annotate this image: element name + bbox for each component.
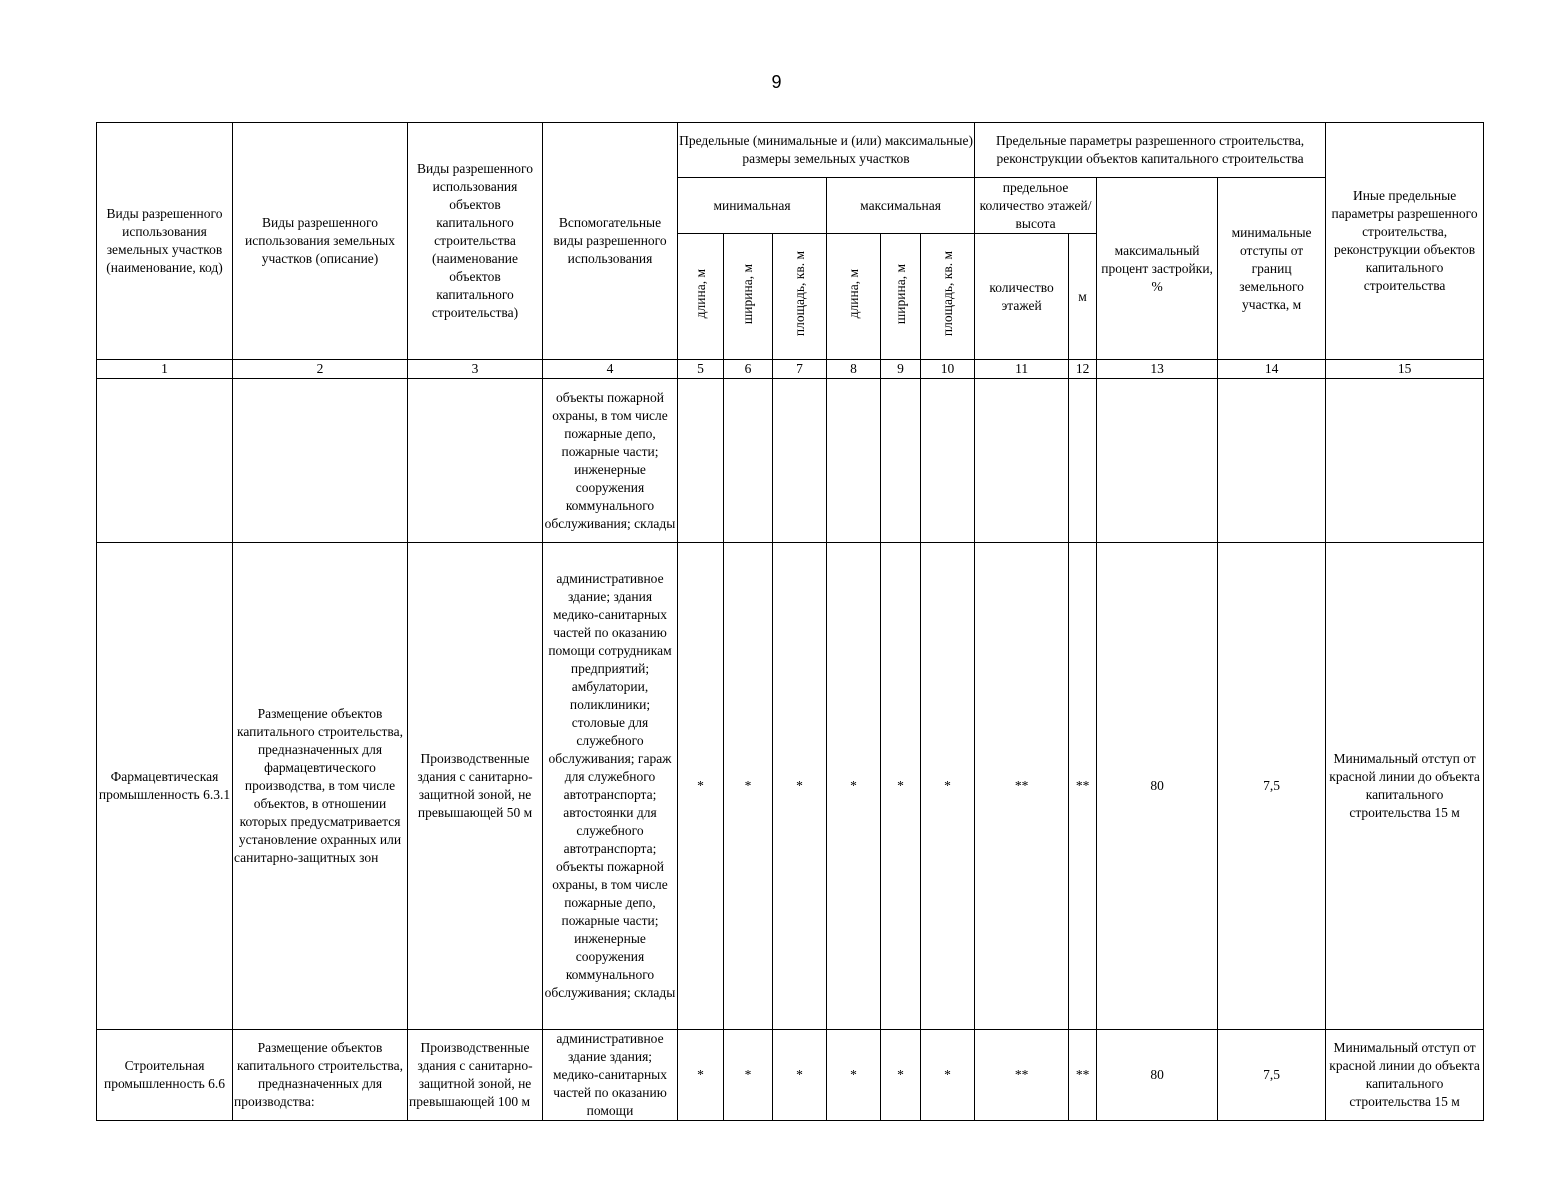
column-number: 12: [1069, 360, 1097, 379]
page-number: 9: [771, 72, 782, 92]
cell-min-setback: [1218, 379, 1326, 543]
header-max-build-percent: максимальный процент застройки, %: [1097, 178, 1218, 360]
column-number: 1: [97, 360, 233, 379]
cell-other-params: Минимальный отступ от красной линии до объекта капитального строительства 15 м: [1326, 1030, 1484, 1121]
cell-other-params: Минимальный отступ от красной линии до объекта капитального строительства 15 м: [1326, 543, 1484, 1030]
cell-max-length: *: [827, 543, 881, 1030]
land-use-regulations-table: [96, 122, 1484, 1121]
header-min-width: ширина, м: [724, 234, 773, 360]
cell-floors-count: **: [975, 1030, 1069, 1121]
header-minimal: минимальная: [678, 178, 827, 234]
column-number: 7: [773, 360, 827, 379]
cell-land-use-description: Размещение объектов капитального строительства, предназначенных для производства:: [233, 1030, 408, 1121]
column-number: 10: [921, 360, 975, 379]
cell-meters: [1069, 379, 1097, 543]
cell-land-use-description: Размещение объектов капитального строительства, предназначенных для фармацевтического производства, в том числе объектов, в отношении которых предусматривается установление охранных или санитарно-защитных зон: [233, 543, 408, 1030]
header-auxiliary-use: Вспомогательные виды разрешенного использования: [543, 123, 678, 360]
cell-max-width: *: [881, 1030, 921, 1121]
cell-land-use-code: Строительная промышленность 6.6: [97, 1030, 233, 1121]
cell-min-area: *: [773, 543, 827, 1030]
cell-min-length: [678, 379, 724, 543]
header-max-area: площадь, кв. м: [921, 234, 975, 360]
cell-max-build-percent: [1097, 379, 1218, 543]
cell-building-use: Производственные здания с санитарно-защитной зоной, не превышающей 100 м: [408, 1030, 543, 1121]
cell-max-area: [921, 379, 975, 543]
cell-max-build-percent: 80: [1097, 543, 1218, 1030]
cell-building-use: [408, 379, 543, 543]
cell-max-width: [881, 379, 921, 543]
column-number: 8: [827, 360, 881, 379]
cell-meters: **: [1069, 543, 1097, 1030]
cell-min-area: [773, 379, 827, 543]
header-meters: м: [1069, 234, 1097, 360]
cell-auxiliary-use: объекты пожарной охраны, в том числе пожарные депо, пожарные части; инженерные сооружения коммунального обслуживания; склады: [543, 379, 678, 543]
column-number: 3: [408, 360, 543, 379]
header-floors-count: количество этажей: [975, 234, 1069, 360]
column-number: 9: [881, 360, 921, 379]
column-number: 14: [1218, 360, 1326, 379]
cell-meters: **: [1069, 1030, 1097, 1121]
cell-min-width: *: [724, 543, 773, 1030]
cell-min-length: *: [678, 1030, 724, 1121]
header-max-length: длина, м: [827, 234, 881, 360]
header-building-use: Виды разрешенного использования объектов капитального строительства (наименование объектов капитального строительства): [408, 123, 543, 360]
cell-auxiliary-use: административное здание; здания медико-санитарных частей по оказанию помощи сотрудникам предприятий; амбулатории, поликлиники; столовые для служебного обслуживания; гараж для служебного автотранспорта; автостоянки для служебного автотранспорта; объекты пожарной охраны, в том числе пожарные депо, пожарные части; инженерные сооружения коммунального обслуживания; склады: [543, 543, 678, 1030]
column-number: 5: [678, 360, 724, 379]
column-number: 2: [233, 360, 408, 379]
cell-land-use-code: Фармацевтическая промышленность 6.3.1: [97, 543, 233, 1030]
cell-min-area: *: [773, 1030, 827, 1121]
cell-min-length: *: [678, 543, 724, 1030]
table-row: [97, 1030, 1484, 1121]
cell-min-setback: 7,5: [1218, 1030, 1326, 1121]
header-land-use-code: Виды разрешенного использования земельных участков (наименование, код): [97, 123, 233, 360]
column-number: 6: [724, 360, 773, 379]
cell-other-params: [1326, 379, 1484, 543]
column-number: 15: [1326, 360, 1484, 379]
column-numbers-row: [97, 360, 1484, 379]
cell-max-area: *: [921, 1030, 975, 1121]
header-land-plot-size-group: Предельные (минимальные и (или) максимальные) размеры земельных участков: [678, 123, 975, 178]
header-min-length: длина, м: [678, 234, 724, 360]
header-max-width: ширина, м: [881, 234, 921, 360]
cell-max-length: *: [827, 1030, 881, 1121]
cell-building-use: Производственные здания с санитарно-защитной зоной, не превышающей 50 м: [408, 543, 543, 1030]
column-number: 13: [1097, 360, 1218, 379]
header-floors-height: предельное количество этажей/высота: [975, 178, 1097, 234]
header-min-setback: минимальные отступы от границ земельного участка, м: [1218, 178, 1326, 360]
column-number: 11: [975, 360, 1069, 379]
cell-land-use-code: [97, 379, 233, 543]
cell-max-area: *: [921, 543, 975, 1030]
cell-min-width: [724, 379, 773, 543]
header-other-params: Иные предельные параметры разрешенного строительства, реконструкции объектов капитального строительства: [1326, 123, 1484, 360]
table-row: [97, 379, 1484, 543]
table-row: [97, 543, 1484, 1030]
cell-land-use-description: [233, 379, 408, 543]
header-construction-params-group: Предельные параметры разрешенного строительства, реконструкции объектов капитального строительства: [975, 123, 1326, 178]
cell-auxiliary-use: административное здание здания; медико-санитарных частей по оказанию помощи: [543, 1030, 678, 1121]
header-maximal: максимальная: [827, 178, 975, 234]
cell-min-setback: 7,5: [1218, 543, 1326, 1030]
header-land-use-description: Виды разрешенного использования земельных участков (описание): [233, 123, 408, 360]
header-min-area: площадь, кв. м: [773, 234, 827, 360]
cell-min-width: *: [724, 1030, 773, 1121]
cell-max-build-percent: 80: [1097, 1030, 1218, 1121]
cell-max-width: *: [881, 543, 921, 1030]
cell-max-length: [827, 379, 881, 543]
column-number: 4: [543, 360, 678, 379]
cell-floors-count: [975, 379, 1069, 543]
cell-floors-count: **: [975, 543, 1069, 1030]
